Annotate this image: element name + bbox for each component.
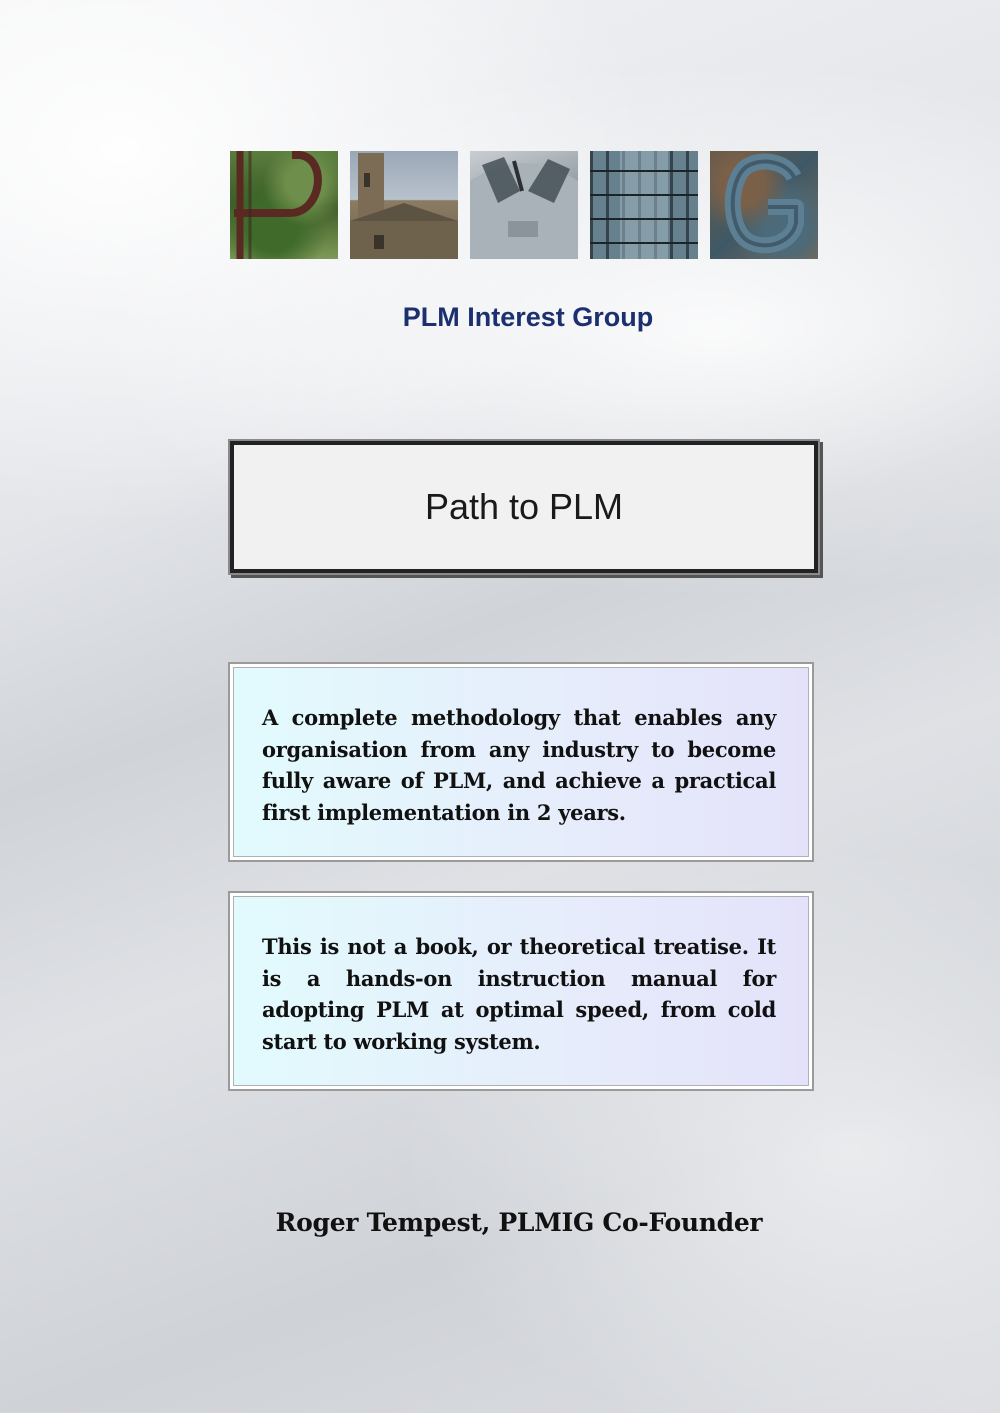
letter-m-image	[470, 151, 578, 259]
letter-i-image	[590, 151, 698, 259]
letter-g-image	[710, 151, 818, 259]
logo-tile-g	[710, 151, 818, 259]
description-text: A complete methodology that enables any organisation from any industry to become fully aware of PLM, and achieve a practical first implementation in 2 years.	[262, 705, 776, 825]
logo-tile-p	[230, 151, 338, 259]
logo-tile-m	[470, 151, 578, 259]
summary-text: This is not a book, or theoretical treatise. It is a hands-on instruction manual for adopting PLM at optimal speed, from cold start to working system.	[262, 934, 776, 1054]
summary-box	[228, 891, 814, 1091]
logo-tile-l	[350, 151, 458, 259]
letter-l-image	[350, 151, 458, 259]
description-box	[228, 662, 814, 862]
book-title: Path to PLM	[424, 486, 624, 527]
plmig-logo	[230, 151, 816, 259]
logo-tile-i	[590, 151, 698, 259]
letter-p-image	[230, 151, 338, 259]
title-box	[230, 441, 818, 573]
author-line: Roger Tempest, PLMIG Co-Founder	[275, 1208, 763, 1237]
organisation-name: PLM Interest Group	[402, 302, 654, 332]
